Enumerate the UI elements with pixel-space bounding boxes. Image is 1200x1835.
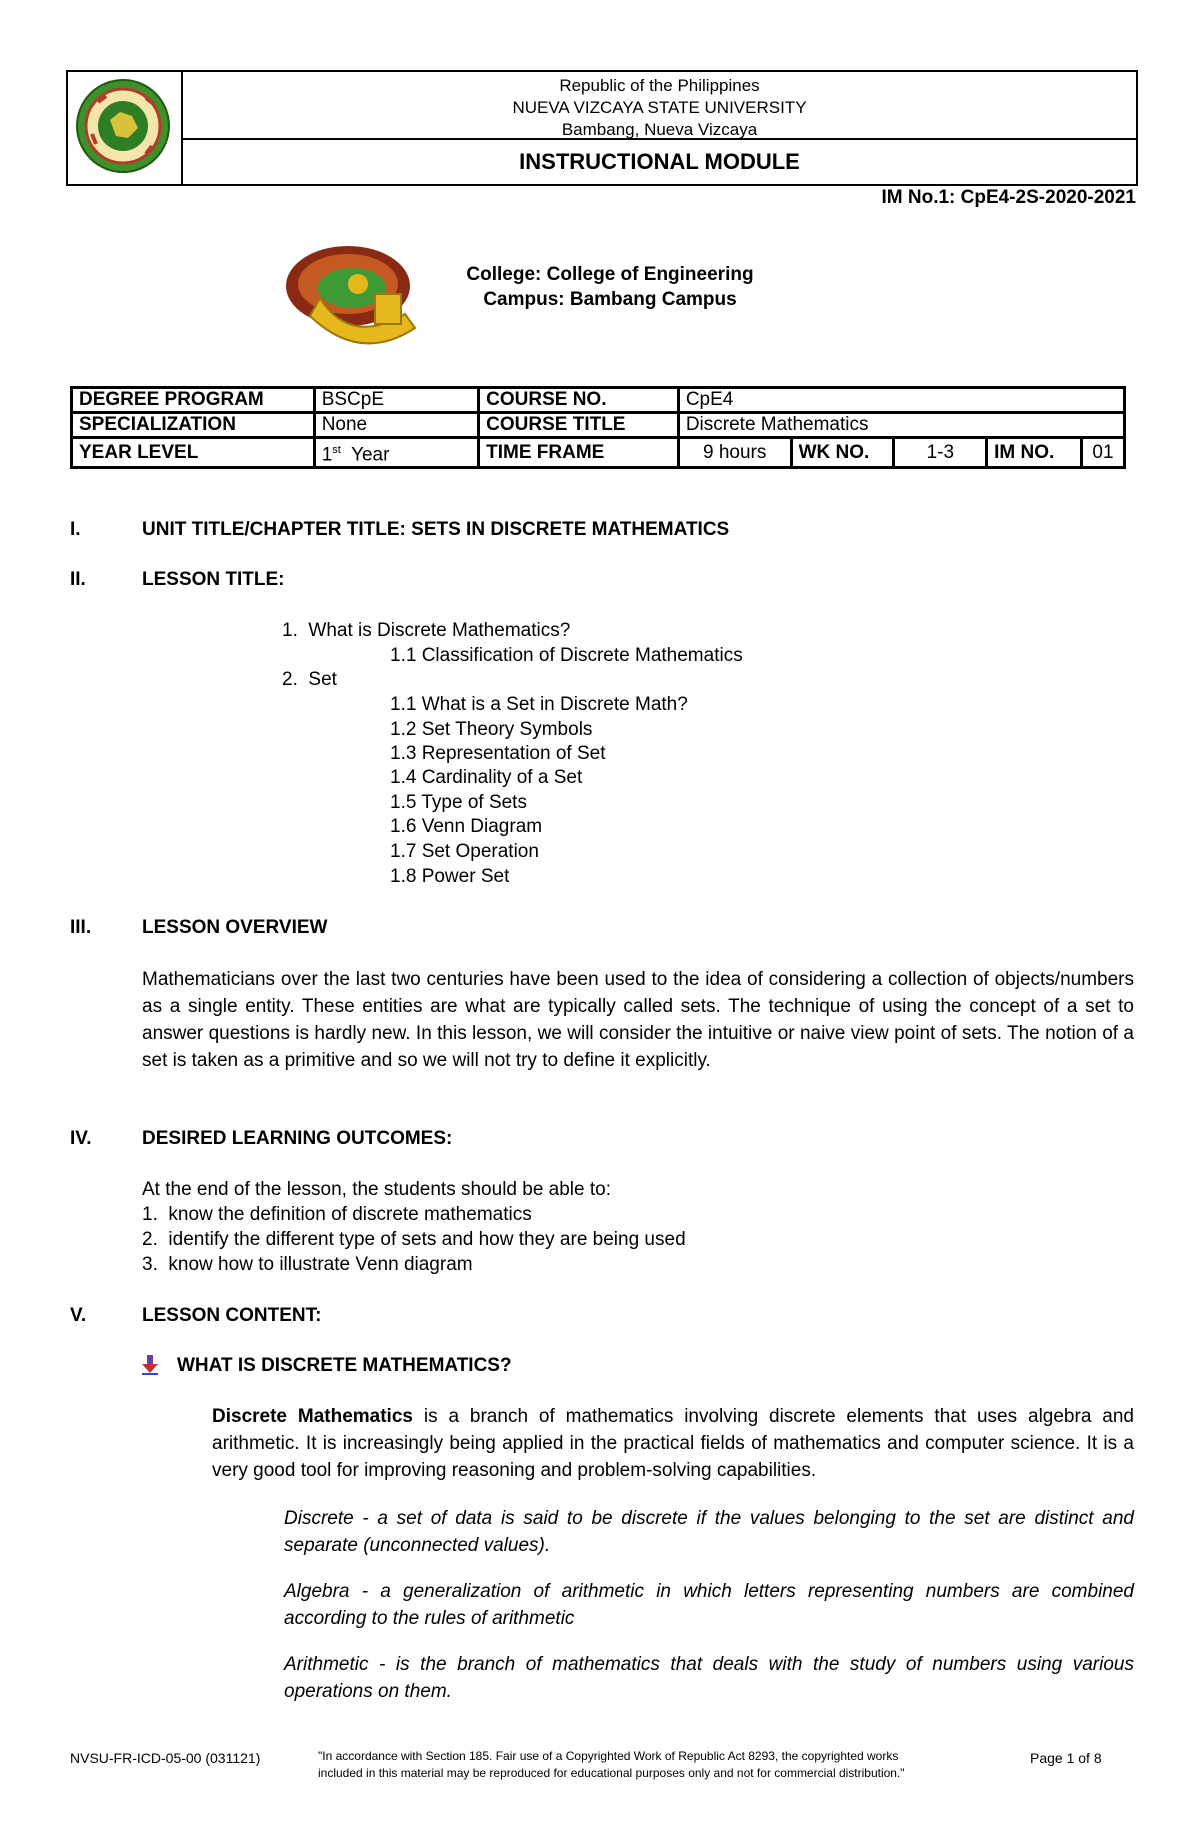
copyright-note	[318, 1748, 998, 1782]
section-number: IV.	[70, 1128, 92, 1149]
course-no-label: COURSE NO.	[479, 388, 679, 413]
list-subitem: 1.4 Cardinality of a Set	[390, 767, 583, 788]
algebra-definition: Algebra - a generalization of arithmetic in which letters representing numbers are combined according to the rules of arithmetic	[284, 1581, 1134, 1629]
list-subitem: 1.1 What is a Set in Discrete Math?	[390, 694, 688, 715]
list-subitem: 1.1 Classification of Discrete Mathematics	[390, 645, 743, 666]
table-row	[72, 413, 1125, 438]
down-arrow-bullet-icon	[140, 1354, 160, 1376]
year-suffix: st	[332, 444, 341, 456]
year-level-label: YEAR LEVEL	[72, 438, 315, 468]
list-text: know how to illustrate Venn diagram	[168, 1254, 473, 1275]
im-no-label: IM NO.	[987, 438, 1082, 468]
course-title-label: COURSE TITLE	[479, 413, 679, 438]
copyright-line-2: included in this material may be reproduced for educational purposes only and not for commercial distribution."	[318, 1766, 905, 1780]
table-row	[72, 438, 1125, 468]
list-number: 1.	[282, 620, 298, 641]
list-number: 1.	[142, 1204, 158, 1225]
section-title: LESSON OVERVIEW	[142, 917, 328, 938]
year-word: Year	[351, 444, 390, 466]
list-item	[142, 1204, 532, 1226]
im-no-value: 01	[1081, 438, 1124, 468]
list-item	[142, 1229, 686, 1251]
header-box	[66, 70, 1138, 186]
table-row	[72, 388, 1125, 413]
course-info-table	[70, 386, 1126, 469]
list-text: Set	[308, 669, 337, 690]
list-item	[142, 1254, 473, 1276]
campus-name: Campus: Bambang Campus	[483, 289, 737, 310]
definition-text: is a branch of mathematics involving discrete elements that uses algebra and arithmetic. It is increasingly being applied in the practical fields of mathematics and computer science. It is a very good tool for improving reasoning and problem-solving capabilities.	[212, 1406, 1134, 1481]
university-name: NUEVA VIZCAYA STATE UNIVERSITY	[512, 98, 807, 117]
discrete-definition: Discrete - a set of data is said to be discrete if the values belonging to the set are distinct and separate (unconnected values).	[284, 1508, 1134, 1556]
list-subitem: 1.8 Power Set	[390, 866, 510, 887]
republic-line: Republic of the Philippines	[559, 76, 760, 95]
list-subitem: 1.5 Type of Sets	[390, 792, 527, 813]
overview-paragraph: Mathematicians over the last two centuries have been used to the idea of considering a collection of objects/numbers as a single entity. These entities are what are typically called sets. The technique of using the concept of a set to answer questions is hardly new. In this lesson, we will consider the intuitive or naive view point of sets. The notion of a set is taken as a primitive and so we will not try to define it explicitly.	[142, 969, 1134, 1071]
section-number: V.	[70, 1305, 87, 1326]
list-number: 2.	[142, 1229, 158, 1250]
list-number: 2.	[282, 669, 298, 690]
time-frame-value: 9 hours	[678, 438, 791, 468]
specialization-label: SPECIALIZATION	[72, 413, 315, 438]
year-number: 1	[321, 444, 333, 466]
section-number: III.	[70, 917, 92, 938]
section-title: LESSON CONTENT:	[142, 1305, 322, 1326]
university-seal-cell	[68, 72, 183, 184]
time-frame-label: TIME FRAME	[479, 438, 679, 468]
week-no-label: WK NO.	[791, 438, 894, 468]
section-title: LESSON TITLE:	[142, 569, 285, 590]
section-title: UNIT TITLE/CHAPTER TITLE: SETS IN DISCRETE MATHEMATICS	[142, 519, 730, 540]
year-level-value	[314, 438, 478, 468]
degree-label: DEGREE PROGRAM	[72, 388, 315, 413]
list-subitem: 1.7 Set Operation	[390, 841, 539, 862]
university-location: Bambang, Nueva Vizcaya	[561, 120, 758, 139]
degree-value: BSCpE	[314, 388, 478, 413]
list-text: know the definition of discrete mathematics	[168, 1204, 532, 1225]
college-name: College: College of Engineering	[466, 264, 754, 285]
arithmetic-definition: Arithmetic - is the branch of mathematics that deals with the study of numbers using various operations on them.	[284, 1654, 1134, 1702]
week-no-value: 1-3	[894, 438, 987, 468]
page-number: Page 1 of 8	[1030, 1750, 1102, 1766]
im-number: IM No.1: CpE4-2S-2020-2021	[881, 187, 1136, 208]
university-seal-icon	[68, 72, 179, 180]
college-info	[400, 262, 820, 312]
content-heading: WHAT IS DISCRETE MATHEMATICS?	[177, 1355, 512, 1376]
copyright-line-1: "In accordance with Section 185. Fair use of a Copyrighted Work of Republic Act 8293, the copyrighted works	[318, 1749, 899, 1763]
module-title: INSTRUCTIONAL MODULE	[519, 149, 800, 174]
list-subitem: 1.3 Representation of Set	[390, 743, 606, 764]
form-number: NVSU-FR-ICD-05-00 (031121)	[70, 1750, 261, 1766]
list-item	[282, 620, 570, 642]
list-text: identify the different type of sets and how they are being used	[168, 1229, 686, 1250]
list-text: What is Discrete Mathematics?	[308, 620, 571, 641]
list-subitem: 1.6 Venn Diagram	[390, 816, 543, 837]
course-title-value: Discrete Mathematics	[678, 413, 1124, 438]
university-heading	[183, 72, 1136, 140]
course-no-value: CpE4	[678, 388, 1124, 413]
definition-paragraph	[212, 1403, 1134, 1484]
list-number: 3.	[142, 1254, 158, 1275]
section-number: II.	[70, 569, 86, 590]
section-number: I.	[70, 519, 81, 540]
list-item	[282, 669, 337, 691]
outcomes-intro: At the end of the lesson, the students should be able to:	[142, 1179, 611, 1200]
specialization-value: None	[314, 413, 478, 438]
definition-term: Discrete Mathematics	[212, 1406, 413, 1427]
list-subitem: 1.2 Set Theory Symbols	[390, 719, 593, 740]
section-title: DESIRED LEARNING OUTCOMES:	[142, 1128, 453, 1149]
